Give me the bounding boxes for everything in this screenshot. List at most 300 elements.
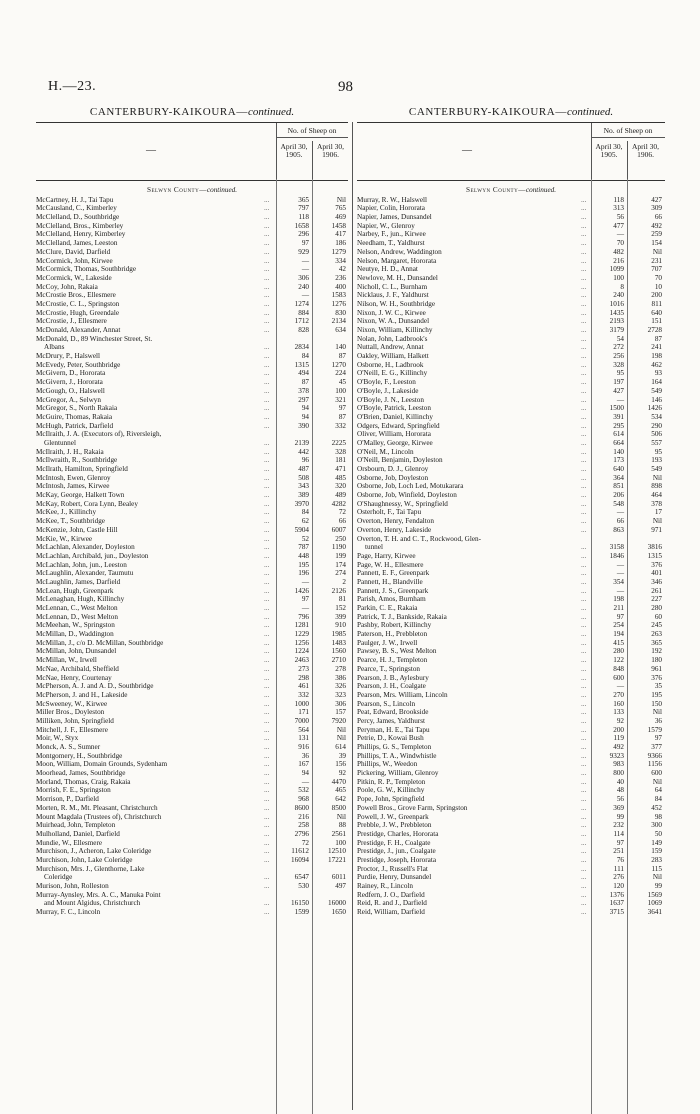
sheep-1905-value: 1274 [294, 299, 309, 308]
leader-dots: ... [581, 690, 587, 699]
owner-name-line: Rainey, R., Lincoln [357, 882, 414, 891]
owner-name [357, 482, 582, 491]
owner-name [36, 804, 264, 813]
table-row [36, 204, 348, 213]
sheep-1906-value: 200 [651, 291, 662, 300]
owner-name-line: Nicklaus, J. F., Yaldhurst [357, 291, 429, 300]
sheep-1906-value: 99 [654, 882, 662, 891]
owner-name-line: Powell, J. W., Greenpark [357, 812, 429, 821]
owner-name-line: Nelson, Andrew, Waddington [357, 247, 442, 256]
sheep-1906-value: Nil [652, 247, 662, 256]
owner-name [36, 517, 264, 526]
table-body [357, 181, 665, 917]
table-row [36, 283, 348, 292]
leader-dots: ... [581, 265, 587, 274]
leader-dots: ... [581, 465, 587, 473]
sheep-1905-value: 427 [613, 386, 624, 395]
owner-name-line: Morland, Thomas, Craig, Rakaia [36, 777, 131, 786]
owner-name-line: McKie, W., Kirwee [36, 534, 93, 543]
leader-dots: ... [264, 369, 270, 378]
owner-name [357, 708, 582, 717]
sheep-1905-value: — [616, 230, 624, 239]
owner-name-line: Paterson, H., Prebbleton [357, 630, 428, 639]
table-row [36, 865, 348, 882]
table-row [36, 222, 348, 231]
sheep-1906-value: Nil [652, 777, 662, 786]
owner-name-line: Napier, W., Glenroy [357, 221, 415, 230]
leader-dots: ... [581, 612, 587, 621]
owner-name [36, 369, 264, 378]
owner-name-line: Pannett, E. F., Greenpark [357, 569, 430, 578]
sheep-1905-value: 280 [613, 647, 624, 656]
owner-name-line: McCrostie Bros., Ellesmere [36, 291, 116, 300]
table-row [357, 474, 665, 483]
table-row [357, 248, 665, 257]
owner-name-line: Patrick, T. J., Bankside, Rakaia [357, 612, 447, 621]
owner-name [357, 257, 582, 266]
owner-name [357, 587, 582, 596]
sheep-1905-value: 197 [613, 378, 624, 387]
owner-name [357, 856, 582, 865]
sheep-1905-value: 2139 [294, 438, 309, 447]
leader-dots: ... [264, 769, 270, 778]
owner-name [357, 465, 582, 474]
sheep-1905-value: 196 [298, 569, 309, 578]
leader-dots: ... [264, 838, 270, 847]
sheep-count-header: No. of Sheep on [276, 126, 348, 138]
sheep-1906-value: 614 [335, 743, 346, 752]
leader-dots: ... [581, 656, 587, 665]
sheep-1905-value: 216 [613, 256, 624, 265]
sheep-1906-value: 92 [338, 769, 346, 778]
leader-dots: ... [264, 360, 270, 369]
owner-name-line: Oliver, William, Hororata [357, 430, 431, 439]
owner-name [357, 804, 582, 813]
sheep-1906-value: 328 [335, 447, 346, 456]
owner-name [36, 274, 264, 283]
table-row [357, 422, 665, 431]
leader-dots: ... [264, 586, 270, 595]
owner-name-line: McLennan, C., West Melton [36, 604, 118, 613]
owner-name [36, 717, 264, 726]
page-header [48, 79, 648, 95]
table-row [357, 856, 665, 865]
owner-name-line: McKee, J., Killinchy [36, 508, 97, 517]
table-row [357, 821, 665, 830]
owner-name [36, 465, 264, 474]
owner-name-line: McLachlan, John, jun., Leeston [36, 560, 127, 569]
sheep-1905-value: 389 [298, 491, 309, 500]
sheep-1905-value: 160 [613, 699, 624, 708]
sheep-1905-value: — [301, 265, 309, 274]
table-header [357, 122, 665, 181]
leader-dots: ... [581, 230, 587, 239]
sheep-1906-value: 1579 [647, 725, 662, 734]
table-row [357, 595, 665, 604]
table-row [36, 760, 348, 769]
table-row [36, 274, 348, 283]
header-divider [627, 141, 628, 180]
sheep-1906-value: 64 [654, 786, 662, 795]
table-row [36, 230, 348, 239]
owner-name [357, 396, 582, 405]
sheep-1906-value: 10 [654, 282, 662, 291]
sheep-1906-value: 309 [651, 204, 662, 213]
sheep-1906-value: 465 [335, 786, 346, 795]
leader-dots: ... [264, 725, 270, 734]
sheep-1905-value: 56 [616, 213, 624, 222]
owner-name [36, 361, 264, 370]
leader-dots: ... [581, 421, 587, 430]
column-rule [276, 179, 277, 1114]
leader-dots: ... [581, 195, 587, 204]
owner-name-line: Moon, William, Domain Grounds, Sydenham [36, 760, 168, 769]
owner-name [357, 343, 582, 352]
sheep-1906-value: 332 [335, 421, 346, 430]
leader-dots: ... [581, 326, 587, 334]
leader-dots: ... [264, 421, 270, 430]
sheep-1906-value: 60 [654, 612, 662, 621]
table-row [36, 587, 348, 596]
leader-dots: ... [264, 551, 270, 560]
leader-dots: ... [264, 656, 270, 665]
owner-name-continuation: tunnel [365, 543, 383, 552]
table-row [36, 482, 348, 491]
sheep-1906-value: 156 [335, 760, 346, 769]
owner-name-line: Napier, James, Dunsandel [357, 213, 432, 222]
sheep-1906-value: Nil [336, 734, 346, 743]
table-title-suffix: continued. [247, 106, 295, 118]
owner-name-line: Osborne, Job, Doyleston [357, 473, 429, 482]
table-row [36, 396, 348, 405]
owner-name [357, 448, 582, 457]
sheep-1905-value: 343 [298, 482, 309, 491]
owner-name [36, 839, 264, 848]
leader-dots: ... [264, 404, 270, 413]
owner-name [36, 300, 264, 309]
sheep-1905-value: 1500 [609, 404, 624, 413]
sheep-1905-value: 828 [298, 326, 309, 334]
table-row [36, 813, 348, 822]
leader-dots: ... [264, 734, 270, 743]
sheep-1906-value: 378 [651, 499, 662, 508]
leader-dots: ... [264, 204, 270, 213]
table-row [36, 317, 348, 326]
leader-dots: ... [581, 256, 587, 265]
owner-name [36, 387, 264, 396]
owner-name [36, 317, 264, 326]
sheep-1905-value: 787 [298, 543, 309, 552]
table-row [357, 813, 665, 822]
leader-dots: ... [264, 473, 270, 482]
leader-dots: ... [264, 438, 270, 447]
sheep-1906-value: 150 [651, 699, 662, 708]
sheep-1905-value: 884 [298, 308, 309, 317]
leader-dots: ... [581, 795, 587, 804]
sheep-1906-value: 17221 [328, 855, 346, 864]
owner-name [36, 196, 264, 205]
owner-name [357, 552, 582, 561]
sheep-1905-value: — [616, 569, 624, 578]
sheep-1905-value: 258 [298, 821, 309, 830]
owner-name [357, 309, 582, 318]
sheep-1905-value: 369 [613, 803, 624, 812]
owner-name [357, 899, 582, 908]
leader-dots: ... [264, 499, 270, 508]
owner-name [357, 248, 582, 257]
owner-name-line: Powell Bros., Grove Farm, Springston [357, 803, 468, 812]
sheep-1905-value: 171 [298, 708, 309, 717]
owner-name [357, 743, 582, 752]
table-row [357, 604, 665, 613]
sheep-1905-value: — [301, 777, 309, 786]
sheep-1906-value: 290 [651, 421, 662, 430]
sheep-1905-value: 66 [616, 517, 624, 526]
owner-name-line: Parish, Amos, Burnham [357, 595, 426, 604]
leader-dots: ... [264, 577, 270, 586]
sheep-1905-value: — [301, 291, 309, 300]
owner-name-line: Phillips, W., Weedon [357, 760, 418, 769]
owner-name [36, 578, 264, 587]
sheep-1905-value: 52 [301, 534, 309, 543]
leader-dots: ... [264, 221, 270, 230]
owner-name-line: McGregor, A., Selwyn [36, 395, 101, 404]
leader-dots: ... [581, 213, 587, 222]
sheep-1906-value: 236 [335, 273, 346, 282]
owner-name-line: McGivern, J., Hororata [36, 378, 103, 387]
table-row [36, 691, 348, 700]
owner-name [36, 500, 264, 509]
table-row [357, 674, 665, 683]
owner-name-line: McCormick, W., Lakeside [36, 273, 112, 282]
owner-name-line: McClelland, D., Southbridge [36, 213, 120, 222]
sheep-1906-value: 278 [335, 664, 346, 673]
owner-name [357, 795, 582, 804]
owner-name-line: Prestidge, Charles, Hororata [357, 829, 439, 838]
sheep-1906-value: 306 [335, 699, 346, 708]
owner-name-line: Murchison, Mrs. J., Glenthorne, Lake [36, 864, 145, 873]
table-row [357, 448, 665, 457]
sheep-1905-value: 119 [613, 734, 624, 743]
sheep-1905-value: 84 [301, 508, 309, 517]
sheep-1906-value: 399 [335, 612, 346, 621]
table-row [36, 882, 348, 891]
owner-name-line: McCrostie, Hugh, Greendale [36, 308, 120, 317]
owner-name [36, 786, 264, 795]
leader-dots: ... [581, 438, 587, 447]
owner-name-line: McGough, O., Halswell [36, 386, 105, 395]
table-row [357, 430, 665, 439]
leader-dots: ... [264, 621, 270, 630]
owner-name-line: O'Malley, George, Kirwee [357, 438, 433, 447]
table-header [36, 122, 348, 181]
sheep-1906-value: 12510 [328, 847, 346, 856]
owner-name-line: McKay, Robert, Cora Lynn, Bealey [36, 499, 138, 508]
sheep-1905-value: 240 [298, 282, 309, 291]
table-row [36, 778, 348, 787]
sheep-1906-value: 283 [651, 855, 662, 864]
sheep-1906-value: 87 [338, 352, 346, 361]
owner-name [36, 230, 264, 239]
sheep-1906-value: 8500 [331, 803, 346, 812]
leader-dots: ... [581, 430, 587, 439]
table-row [36, 561, 348, 570]
leader-dots: ... [581, 369, 587, 378]
table-row [357, 734, 665, 743]
table-row [36, 682, 348, 691]
owner-name [36, 639, 264, 648]
sheep-1906-value: 961 [651, 664, 662, 673]
table-row [357, 257, 665, 266]
county-suffix: continued. [206, 186, 238, 194]
sheep-1905-value: 1599 [294, 908, 309, 917]
table-row [36, 535, 348, 544]
table-row [36, 257, 348, 266]
sheep-1905-value: 2193 [609, 317, 624, 326]
sheep-1906-value: 321 [335, 395, 346, 404]
sheep-1905-value: 198 [613, 595, 624, 604]
table-row [36, 821, 348, 830]
sheep-1906-value: 1276 [331, 299, 346, 308]
sheep-1906-value: 87 [654, 334, 662, 343]
owner-name [36, 413, 264, 422]
owner-name-line: McClelland, James, Leeston [36, 239, 118, 248]
sheep-1905-value: 94 [301, 412, 309, 421]
leader-dots: ... [264, 195, 270, 204]
leader-dots: ... [581, 221, 587, 230]
sheep-1905-value: 508 [298, 473, 309, 482]
sheep-1905-value: 118 [298, 213, 309, 222]
table-row [36, 839, 348, 848]
sheep-1906-value: 452 [651, 803, 662, 812]
leader-dots: ... [581, 864, 587, 873]
leader-dots: ... [581, 447, 587, 456]
leader-dots: ... [264, 543, 270, 552]
leader-dots: ... [581, 638, 587, 647]
table-row [357, 387, 665, 396]
sheep-1905-value: 564 [298, 725, 309, 734]
owner-name [36, 726, 264, 735]
owner-name [357, 734, 582, 743]
table-row [36, 309, 348, 318]
table-row [36, 647, 348, 656]
leader-dots: ... [581, 725, 587, 734]
owner-name [357, 439, 582, 448]
header-divider [591, 123, 592, 180]
leader-dots: ... [581, 777, 587, 786]
table-row [36, 752, 348, 761]
owner-name-line: McCormick, John, Kirwee [36, 256, 113, 265]
owner-name [36, 378, 264, 387]
page-number: 98 [338, 79, 353, 95]
sheep-1905-value: 118 [613, 195, 624, 204]
leader-dots: ... [264, 882, 270, 891]
owner-name [357, 326, 582, 335]
owner-name-line: Nixon, William, Killinchy [357, 326, 433, 334]
sheep-1906-value: 84 [654, 795, 662, 804]
sheep-1906-value: 72 [338, 508, 346, 517]
sheep-1906-value: 534 [651, 412, 662, 421]
owner-name-line: Morten, R. M., Mt. Pleasant, Christchurch [36, 803, 158, 812]
sheep-1905-value: 11612 [291, 847, 309, 856]
sheep-1906-value: Nil [652, 708, 662, 717]
sheep-1906-value: 93 [654, 369, 662, 378]
owner-name-line: McPherson, J. and H., Lakeside [36, 690, 128, 699]
table-row [357, 535, 665, 552]
sheep-1906-value: 35 [654, 682, 662, 691]
owner-name-line: Monck, A. S., Sumner [36, 743, 101, 752]
sheep-1905-value: — [616, 508, 624, 517]
sheep-1905-value: 391 [613, 412, 624, 421]
owner-name [36, 630, 264, 639]
owner-name-line: McMillan, John, Dunsandel [36, 647, 117, 656]
table-row [357, 335, 665, 344]
table-row [36, 361, 348, 370]
sheep-count-header: No. of Sheep on [591, 126, 665, 138]
sheep-1905-value: 851 [613, 482, 624, 491]
sheep-1905-value: 240 [613, 291, 624, 300]
table-row [357, 621, 665, 630]
sheep-1906-value: Nil [652, 873, 662, 882]
owner-name-line: Page, Harry, Kirwee [357, 551, 416, 560]
owner-name-line: Morrison, P., Darfield [36, 795, 99, 804]
owner-name-line: Pickering, William, Glenroy [357, 769, 439, 778]
owner-name-line: Milliken, John, Springfield [36, 716, 114, 725]
leader-dots: ... [264, 525, 270, 534]
table-row [357, 613, 665, 622]
sheep-1906-value: 323 [335, 690, 346, 699]
sheep-1906-value: 66 [654, 213, 662, 222]
owner-name-line: Narbey, F., jun., Kirwee [357, 230, 426, 239]
table-row [36, 430, 348, 447]
sheep-1906-value: 471 [335, 465, 346, 474]
table-row [36, 769, 348, 778]
table-row [36, 639, 348, 648]
leader-dots: ... [581, 673, 587, 682]
leader-dots: ... [581, 803, 587, 812]
owner-name [357, 474, 582, 483]
sheep-1905-value: 270 [613, 690, 624, 699]
sheep-1905-value: 251 [613, 847, 624, 856]
sheep-1906-value: 280 [651, 604, 662, 613]
sheep-1905-value: 306 [298, 273, 309, 282]
sheep-1906-value: 231 [651, 256, 662, 265]
sheep-1906-value: 36 [654, 716, 662, 725]
sheep-1905-value: 194 [613, 630, 624, 639]
sheep-1905-value: 70 [616, 239, 624, 248]
table-row [36, 700, 348, 709]
owner-name [357, 813, 582, 822]
sheep-1905-value: 36 [301, 751, 309, 760]
sheep-1905-value: 297 [298, 395, 309, 404]
table-row [357, 561, 665, 570]
sheep-1906-value: 1426 [647, 404, 662, 413]
leader-dots: ... [581, 812, 587, 821]
sheep-1906-value: 100 [335, 838, 346, 847]
table-row [357, 526, 665, 535]
table-row [36, 856, 348, 865]
leader-dots: ... [264, 343, 270, 352]
owner-name [36, 647, 264, 656]
owner-name-line: McDrury, P., Halswell [36, 352, 101, 361]
owner-name-line: Osborne, Job, Loch Led, Motukarara [357, 482, 464, 491]
sheep-1905-value: 97 [301, 595, 309, 604]
owner-name [357, 352, 582, 361]
owner-name [357, 882, 582, 891]
owner-name [357, 561, 582, 570]
sheep-1905-value: 122 [613, 656, 624, 665]
owner-name-line: Pearce, T., Springston [357, 664, 421, 673]
